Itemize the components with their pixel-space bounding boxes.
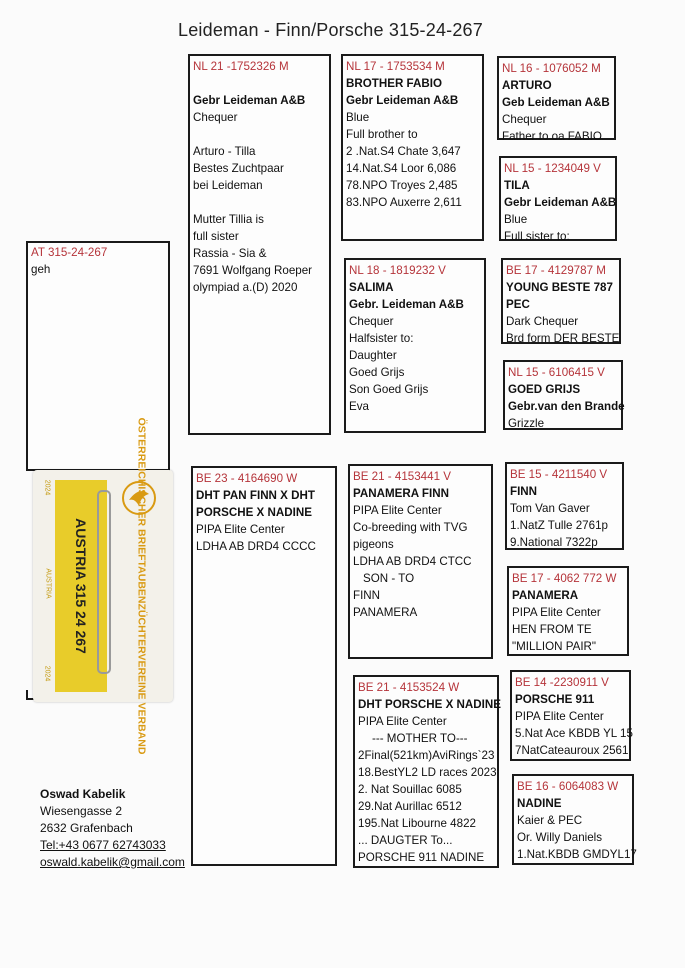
ring-number: NL 18 - 1819232 V xyxy=(349,264,446,277)
box-line: pigeons xyxy=(353,538,394,551)
ring-country: AUSTRIA xyxy=(44,568,52,599)
box-be21b xyxy=(353,675,502,868)
box-line: 9.National 7322p xyxy=(510,536,598,549)
pigeon-name: DHT PORSCHE X NADINE xyxy=(358,698,502,711)
contact-email-link[interactable]: oswald.kabelik@gmail.com xyxy=(40,855,185,869)
ring-number: BE 23 - 4164690 W xyxy=(196,472,298,485)
box-line: 78.NPO Troyes 2,485 xyxy=(346,179,458,192)
box-line: 18.BestYL2 LD races 2023 xyxy=(358,766,497,779)
box-line: 14.Nat.S4 Loor 6,086 xyxy=(346,162,457,175)
box-line: Chequer xyxy=(502,113,547,126)
ring-number: NL 17 - 1753534 M xyxy=(346,60,445,73)
box-line: PIPA Elite Center xyxy=(353,504,442,517)
box-line: PORSCHE X NADINE xyxy=(196,506,312,519)
box-line: PORSCHE 911 NADINE xyxy=(358,851,485,864)
box-line: SON - TO xyxy=(363,572,415,585)
box-line: Goed Grijs xyxy=(349,366,405,379)
box-line: Blue xyxy=(504,213,528,226)
box-line: olympiad a.(D) 2020 xyxy=(193,281,298,294)
box-line: FINN xyxy=(353,589,381,602)
box-line: Mutter Tillia is xyxy=(193,213,264,226)
box-line: PEC xyxy=(506,298,530,311)
box-line: Bestes Zuchtpaar xyxy=(193,162,284,175)
pigeon-name: GOED GRIJS xyxy=(508,383,581,396)
ring-year-bottom: 2024 xyxy=(43,665,51,682)
pigeon-name: YOUNG BESTE 787 xyxy=(506,281,613,294)
ring-number: BE 17 - 4129787 M xyxy=(506,264,606,277)
pigeon-name: DHT PAN FINN X DHT xyxy=(196,489,315,502)
box-line: 83.NPO Auxerre 2,611 xyxy=(346,196,462,209)
box-nl17 xyxy=(341,54,484,241)
contact-block xyxy=(40,786,185,871)
box-line: Grizzle xyxy=(508,417,545,430)
pigeon-name: PANAMERA xyxy=(512,589,579,602)
ring-year-top: 2024 xyxy=(43,479,51,496)
box-be21a xyxy=(348,464,493,659)
box-line: Halfsister to: xyxy=(349,332,414,345)
box-line: Gebr Leideman A&B xyxy=(193,94,306,107)
box-line: 5.Nat Ace KBDB YL 15 xyxy=(515,727,633,740)
box-line: PIPA Elite Center xyxy=(358,715,447,728)
paper-clip-icon xyxy=(97,490,111,674)
box-line: Arturo - Tilla xyxy=(193,145,256,158)
box-line: Kaier & PEC xyxy=(517,814,583,827)
ring-number: BE 21 - 4153441 V xyxy=(353,470,451,483)
pigeon-name: BROTHER FABIO xyxy=(346,77,442,90)
ring-number: NL 15 - 1234049 V xyxy=(504,162,601,175)
ring-number: NL 15 - 6106415 V xyxy=(508,366,605,379)
box-be17b xyxy=(507,566,629,656)
box-line: Gebr. Leideman A&B xyxy=(349,298,464,311)
box-nl18 xyxy=(344,258,486,433)
box-be15 xyxy=(505,462,624,550)
box-line: --- MOTHER TO--- xyxy=(372,732,468,745)
box-line: Eva xyxy=(349,400,369,413)
subject-ring: AT 315-24-267 xyxy=(31,246,108,259)
box-line: 2 .Nat.S4 Chate 3,647 xyxy=(346,145,461,158)
box-line: Gebr.van den Brande xyxy=(508,400,625,413)
box-line: 7NatCateauroux 2561 xyxy=(515,744,629,757)
pigeon-name: PANAMERA FINN xyxy=(353,487,449,500)
box-line: Son Goed Grijs xyxy=(349,383,429,396)
box-line: ... DAUGTER To... xyxy=(358,834,453,847)
box-line: Or. Willy Daniels xyxy=(517,831,603,844)
box-line: 7691 Wolfgang Roeper xyxy=(193,264,313,277)
box-line: Rassia - Sia & xyxy=(193,247,267,260)
pigeon-name: FINN xyxy=(510,485,538,498)
box-nl16 xyxy=(497,56,616,143)
box-line: Gebr Leideman A&B xyxy=(346,94,459,107)
box-line: Father to oa FABIO xyxy=(502,130,602,143)
box-line: Geb Leideman A&B xyxy=(502,96,610,109)
box-line: 195.Nat Libourne 4822 xyxy=(358,817,476,830)
box-line: Chequer xyxy=(193,111,238,124)
pigeon-name: PORSCHE 911 xyxy=(515,693,595,706)
box-line: HEN FROM TE xyxy=(512,623,592,636)
pigeon-name: SALIMA xyxy=(349,281,394,294)
box-nl15a xyxy=(499,156,617,241)
ring-number: NL 21 -1752326 M xyxy=(193,60,289,73)
ring-org-text: ÖSTERREICHISCHER BRIEFTAUBENZÜCHTERVEREINE VERBAND xyxy=(135,417,147,755)
box-line: Full sister to: xyxy=(504,230,570,243)
box-line: Full brother to xyxy=(346,128,418,141)
pigeon-name: ARTURO xyxy=(502,79,552,92)
box-line: bei Leideman xyxy=(193,179,263,192)
ring-number: BE 14 -2230911 V xyxy=(515,676,609,689)
box-line: LDHA AB DRD4 CCCC xyxy=(196,540,316,553)
box-line: Tom Van Gaver xyxy=(510,502,590,515)
contact-street: Wiesengasse 2 xyxy=(40,804,123,818)
box-line: Daughter xyxy=(349,349,397,362)
box-line: Co-breeding with TVG xyxy=(353,521,468,534)
box-nl15b xyxy=(503,360,623,430)
contact-name: Oswad Kabelik xyxy=(40,787,126,801)
box-line: 1.NatZ Tulle 2761p xyxy=(510,519,608,532)
ring-number: BE 21 - 4153524 W xyxy=(358,681,460,694)
subject-box xyxy=(26,241,170,471)
box-nl21 xyxy=(188,54,331,435)
ring-stamp xyxy=(33,417,173,755)
box-line: Gebr Leideman A&B xyxy=(504,196,617,209)
ring-band-text: AUSTRIA 315 24 267 xyxy=(73,518,90,654)
box-line: full sister xyxy=(193,230,239,243)
box-be16 xyxy=(512,774,637,865)
box-line: 2Final(521km)AviRings`23 xyxy=(358,749,495,762)
box-line: Blue xyxy=(346,111,370,124)
subject-line: geh xyxy=(31,263,51,276)
box-line: PANAMERA xyxy=(353,606,418,619)
ring-number: BE 15 - 4211540 V xyxy=(510,468,608,481)
ring-number: BE 17 - 4062 772 W xyxy=(512,572,617,585)
box-be23 xyxy=(191,466,337,866)
box-line: PIPA Elite Center xyxy=(515,710,604,723)
pigeon-name: TILA xyxy=(504,179,530,192)
pigeon-name: NADINE xyxy=(517,797,562,810)
box-line: LDHA AB DRD4 CTCC xyxy=(353,555,472,568)
ring-number: NL 16 - 1076052 M xyxy=(502,62,601,75)
box-line: 2. Nat Souillac 6085 xyxy=(358,783,462,796)
box-line: 29.Nat Aurillac 6512 xyxy=(358,800,462,813)
page-title: Leideman - Finn/Porsche 315-24-267 xyxy=(178,20,483,40)
ring-number: BE 16 - 6064083 W xyxy=(517,780,619,793)
box-line: "MILLION PAIR" xyxy=(512,640,597,653)
box-line: 1.Nat.KBDB GMDYL17 xyxy=(517,848,637,861)
box-line: PIPA Elite Center xyxy=(196,523,285,536)
box-line: PIPA Elite Center xyxy=(512,606,601,619)
box-line: Brd form DER BESTE xyxy=(506,332,620,345)
box-be14 xyxy=(510,670,631,761)
box-be17a xyxy=(501,258,621,344)
contact-city: 2632 Grafenbach xyxy=(40,821,133,835)
contact-phone-link[interactable]: Tel:+43 0677 62743033 xyxy=(40,838,166,852)
box-line: Dark Chequer xyxy=(506,315,579,328)
box-line: Chequer xyxy=(349,315,394,328)
